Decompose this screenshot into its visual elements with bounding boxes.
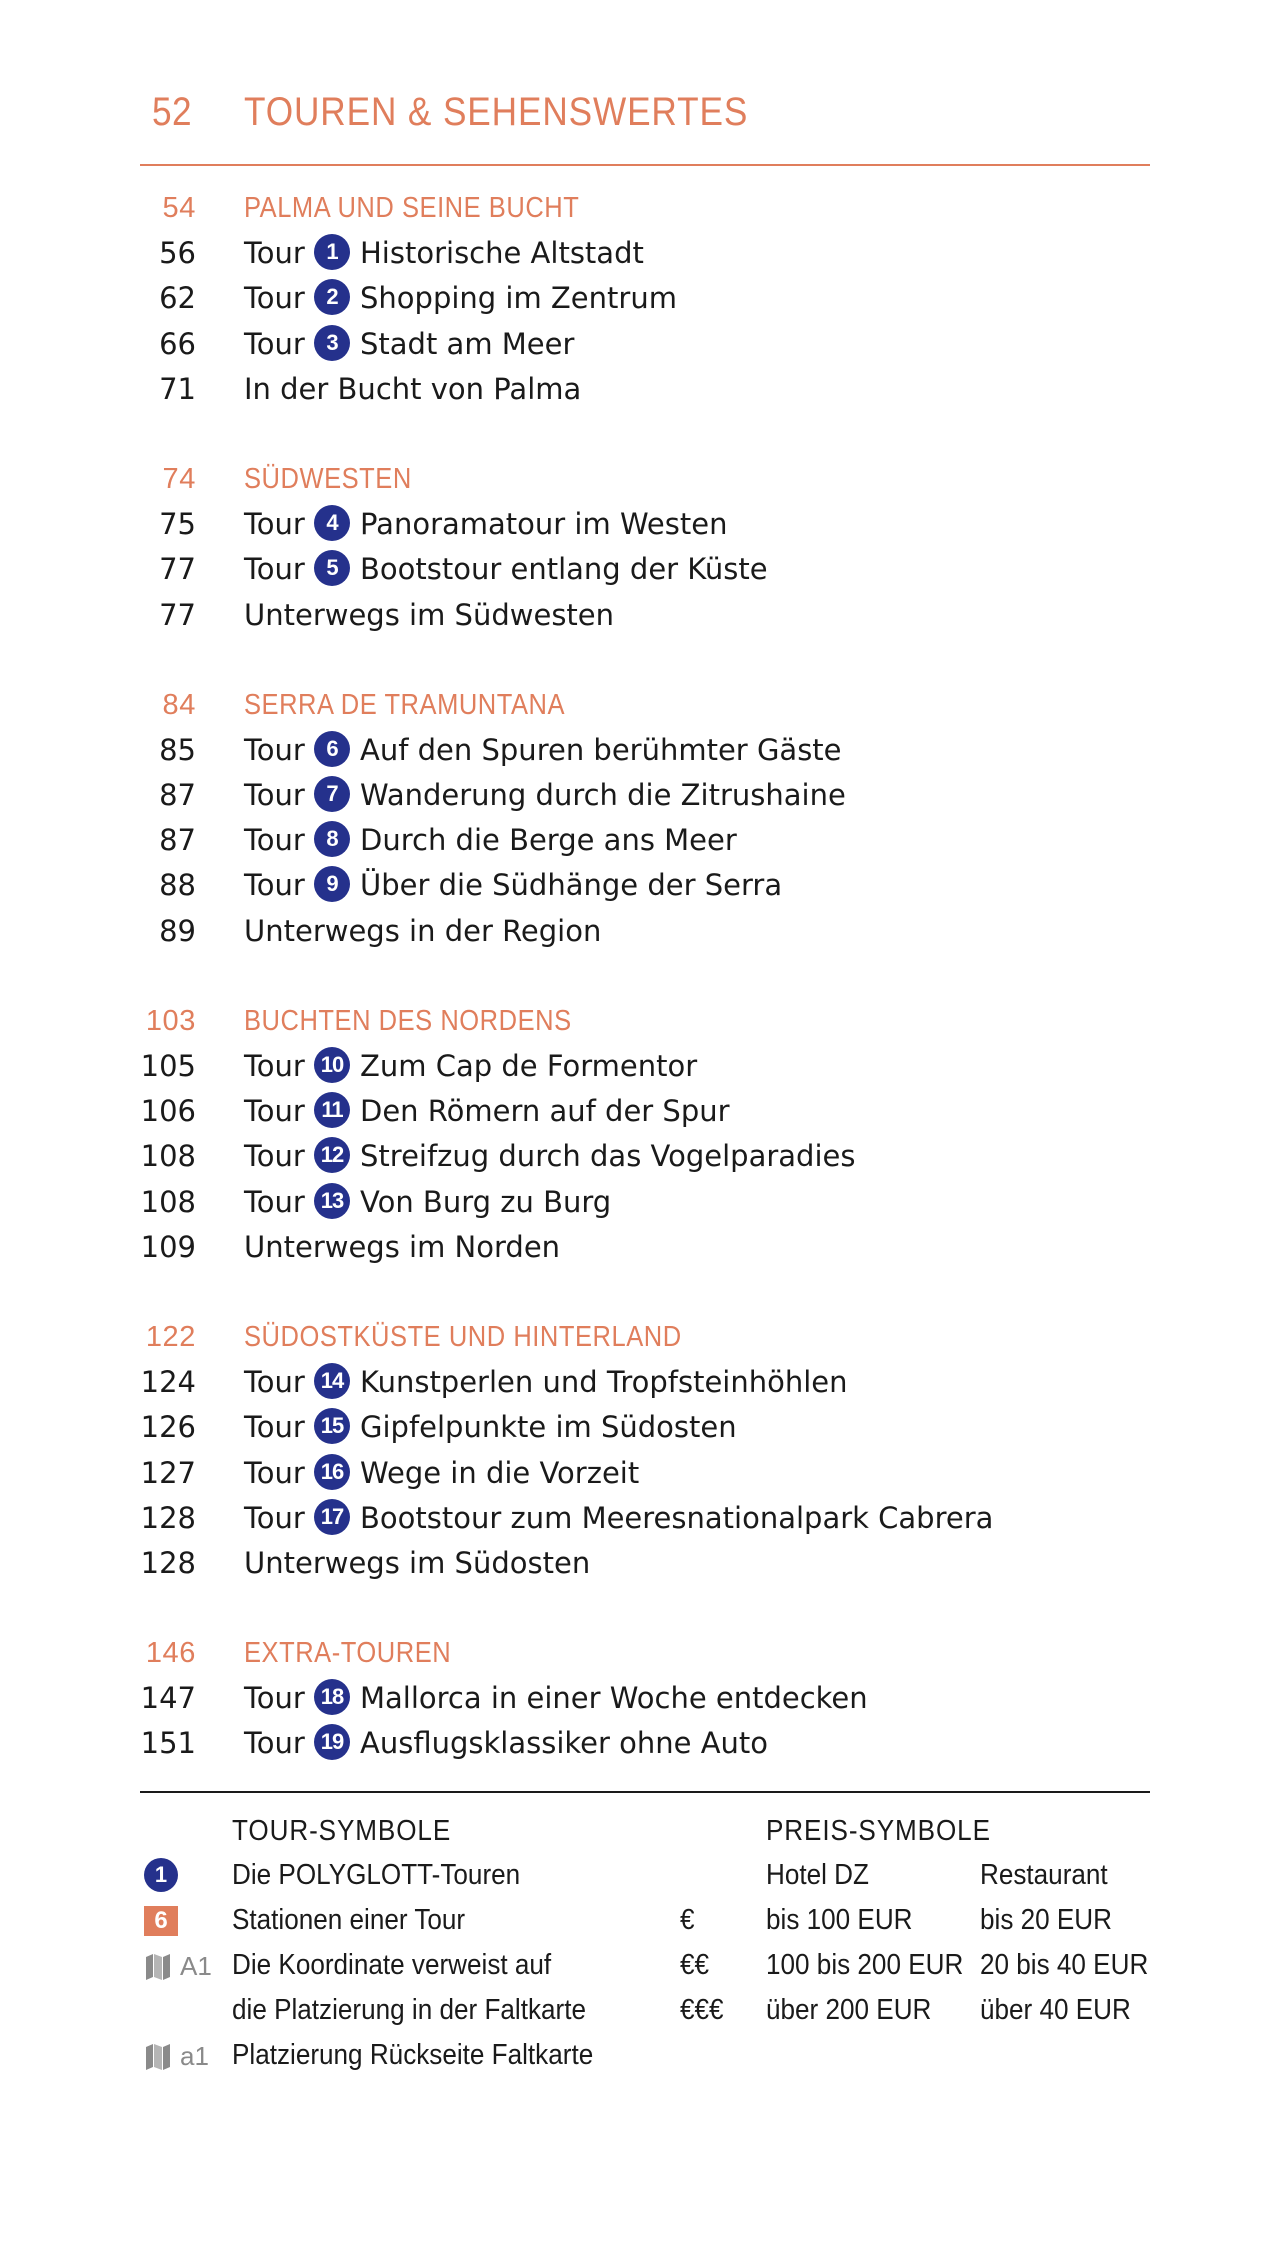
toc-entry	[140, 502, 1150, 547]
tour-label: Tour	[244, 1049, 305, 1083]
entry-text	[244, 593, 614, 638]
toc-entry	[140, 773, 1150, 818]
entry-page-number: 151	[140, 1726, 196, 1761]
entry-title: In der Bucht von Palma	[244, 371, 582, 406]
price-col-hotel: Hotel DZ	[766, 1859, 869, 1891]
tour-label: Tour	[244, 1455, 305, 1490]
entry-text	[244, 1721, 768, 1766]
entry-page-number: 85	[159, 732, 196, 767]
entry-title: Über die Südhänge der Serra	[360, 868, 783, 903]
toc-entry	[140, 322, 1150, 367]
entry-text	[244, 1405, 737, 1450]
entry-page-number: 87	[159, 823, 196, 858]
entry-title: Zum Cap de Formentor	[360, 1049, 698, 1083]
price-restaurant-3: über 40 EUR	[980, 1994, 1131, 2026]
entry-text	[244, 502, 727, 547]
tour-number-badge-icon: 11	[314, 1092, 350, 1128]
entry-title: Historische Altstadt	[360, 236, 644, 271]
entry-page-number: 106	[140, 1094, 196, 1129]
toc-section	[140, 457, 1150, 638]
entry-page-number: 147	[140, 1681, 196, 1716]
toc-entry	[140, 1089, 1150, 1134]
toc-section	[140, 186, 1150, 412]
toc-entry	[140, 231, 1150, 276]
entry-title: Unterwegs in der Region	[244, 913, 602, 948]
tour-label: Tour	[244, 552, 305, 587]
tour-label: Tour	[244, 1500, 305, 1535]
entry-page-number: 66	[159, 326, 196, 361]
section-page-number: 103	[145, 1004, 196, 1037]
entry-text	[244, 322, 574, 367]
entry-page-number: 108	[140, 1139, 196, 1174]
entry-page-number: 124	[140, 1365, 196, 1400]
toc-entry	[140, 1496, 1150, 1541]
section-heading	[140, 1315, 1150, 1360]
entry-page-number: 71	[159, 371, 196, 406]
map-icon	[144, 1953, 172, 1981]
entry-text	[244, 1360, 848, 1405]
toc-entry	[140, 728, 1150, 773]
tour-label: Tour	[244, 1139, 305, 1174]
chapter-page-number: 52	[152, 90, 193, 134]
tour-number-badge-icon: 12	[314, 1137, 350, 1173]
tour-label: Tour	[244, 1184, 305, 1219]
section-title: EXTRA-TOUREN	[244, 1637, 452, 1670]
tour-symbols-heading: TOUR-SYMBOLE	[232, 1815, 452, 1847]
entry-title: Wanderung durch die Zitrushaine	[360, 778, 846, 813]
toc-entry	[140, 367, 1150, 412]
legend-line-placement: die Platzierung in der Faltkarte	[232, 1994, 586, 2026]
section-page-number: 122	[145, 1320, 196, 1353]
tour-label: Tour	[244, 1094, 305, 1129]
section-title: SÜDOSTKÜSTE UND HINTERLAND	[244, 1320, 682, 1353]
entry-title: Mallorca in einer Woche entdecken	[360, 1681, 868, 1716]
price-hotel-3: über 200 EUR	[766, 1994, 932, 2026]
tour-number-badge-icon: 1	[144, 1858, 178, 1892]
entry-page-number: 87	[159, 778, 196, 813]
legend-line-back-placement: Platzierung Rückseite Faltkarte	[232, 2039, 594, 2071]
entry-page-number: 89	[159, 913, 196, 948]
tour-label: Tour	[244, 1726, 305, 1761]
tour-number-badge-icon: 14	[314, 1363, 350, 1399]
entry-text	[244, 818, 737, 863]
map-icon	[144, 2043, 172, 2071]
toc-entry	[140, 547, 1150, 592]
tour-label: Tour	[244, 1681, 305, 1716]
section-heading	[140, 457, 1150, 502]
section-title: PALMA UND SEINE BUCHT	[244, 192, 580, 224]
toc-entry	[140, 818, 1150, 863]
entry-page-number: 108	[140, 1184, 196, 1219]
entry-title: Kunstperlen und Tropfsteinhöhlen	[360, 1365, 848, 1400]
price-symbol-3: €€€	[680, 1994, 724, 2026]
entry-title: Gipfelpunkte im Südosten	[360, 1410, 737, 1445]
toc-entry	[140, 1134, 1150, 1179]
price-restaurant-1: bis 20 EUR	[980, 1904, 1113, 1936]
tour-number-badge-icon: 16	[314, 1454, 350, 1490]
entry-text	[244, 1134, 855, 1179]
chapter-title: TOUREN & SEHENSWERTES	[244, 90, 749, 134]
entry-text	[244, 1089, 730, 1134]
entry-text	[244, 547, 768, 592]
entry-page-number: 127	[140, 1455, 196, 1490]
price-restaurant-2: 20 bis 40 EUR	[980, 1949, 1149, 1981]
entry-title: Auf den Spuren berühmter Gäste	[360, 732, 842, 767]
station-square-icon: 6	[144, 1906, 178, 1936]
coord-label-upper: A1	[180, 1951, 212, 1981]
tour-label: Tour	[244, 823, 305, 858]
entry-title: Unterwegs im Norden	[244, 1229, 561, 1264]
tour-number-badge-icon: 6	[314, 731, 350, 767]
toc-entry	[140, 1180, 1150, 1225]
entry-title: Shopping im Zentrum	[360, 281, 677, 316]
price-symbols-heading: PREIS-SYMBOLE	[766, 1815, 991, 1847]
tour-number-badge-icon: 9	[314, 866, 350, 902]
tour-label: Tour	[244, 507, 305, 542]
toc-entry	[140, 1676, 1150, 1721]
section-title: SÜDWESTEN	[244, 462, 412, 495]
table-of-contents	[140, 186, 1150, 1812]
entry-page-number: 126	[140, 1410, 196, 1445]
entry-title: Streifzug durch das Vogelparadies	[360, 1139, 856, 1174]
entry-text	[244, 1676, 868, 1721]
tour-number-badge-icon: 17	[314, 1499, 350, 1535]
entry-text	[244, 276, 677, 321]
entry-title: Unterwegs im Südosten	[244, 1545, 591, 1580]
section-heading	[140, 186, 1150, 231]
toc-entry	[140, 1721, 1150, 1766]
tour-label: Tour	[244, 732, 305, 767]
entry-page-number: 109	[140, 1229, 196, 1264]
entry-title: Stadt am Meer	[360, 326, 575, 361]
entry-title: Bootstour entlang der Küste	[360, 552, 768, 587]
entry-page-number: 62	[159, 281, 196, 316]
tour-label: Tour	[244, 868, 305, 903]
tour-label: Tour	[244, 281, 305, 316]
price-hotel-1: bis 100 EUR	[766, 1904, 913, 1936]
section-page-number: 84	[162, 688, 196, 721]
toc-entry	[140, 1541, 1150, 1586]
price-hotel-2: 100 bis 200 EUR	[766, 1949, 964, 1981]
entry-text	[244, 1541, 590, 1586]
toc-entry	[140, 1044, 1150, 1089]
entry-title: Panoramatour im Westen	[360, 507, 728, 542]
entry-text	[244, 773, 846, 818]
entry-title: Bootstour zum Meeresnationalpark Cabrera	[360, 1500, 994, 1535]
entry-text	[244, 1451, 639, 1496]
toc-section	[140, 1631, 1150, 1767]
chapter-heading	[140, 90, 1150, 166]
coord-label-lower: a1	[180, 2041, 209, 2071]
entry-page-number: 128	[140, 1545, 196, 1580]
price-symbol-2: €€	[680, 1949, 710, 1981]
toc-entry	[140, 1451, 1150, 1496]
section-page-number: 146	[145, 1637, 196, 1670]
entry-title: Wege in die Vorzeit	[360, 1455, 640, 1490]
tour-label: Tour	[244, 236, 305, 271]
section-title: BUCHTEN DES NORDENS	[244, 1004, 572, 1037]
toc-entry	[140, 863, 1150, 908]
entry-title: Ausflugsklassiker ohne Auto	[360, 1726, 769, 1761]
entry-text	[244, 909, 601, 954]
entry-page-number: 77	[159, 552, 196, 587]
tour-label: Tour	[244, 1365, 305, 1400]
tour-number-badge-icon: 15	[314, 1408, 350, 1444]
entry-title: Unterwegs im Südwesten	[244, 597, 615, 632]
entry-title: Durch die Berge ans Meer	[360, 823, 737, 858]
entry-text	[244, 367, 581, 412]
price-col-restaurant: Restaurant	[980, 1859, 1108, 1891]
entry-page-number: 128	[140, 1500, 196, 1535]
entry-text	[244, 231, 644, 276]
legend-line-tours: Die POLYGLOTT-Touren	[232, 1859, 521, 1891]
tour-number-badge-icon: 19	[314, 1724, 350, 1760]
toc-entry	[140, 1360, 1150, 1405]
section-title: SERRA DE TRAMUNTANA	[244, 688, 566, 721]
toc-entry	[140, 593, 1150, 638]
tour-number-badge-icon: 8	[314, 821, 350, 857]
toc-section	[140, 999, 1150, 1270]
section-heading	[140, 1631, 1150, 1676]
tour-label: Tour	[244, 326, 305, 361]
tour-number-badge-icon: 4	[314, 505, 350, 541]
price-symbol-1: €	[680, 1904, 695, 1936]
entry-title: Den Römern auf der Spur	[360, 1094, 730, 1129]
entry-text	[244, 1496, 993, 1541]
section-heading	[140, 999, 1150, 1044]
section-heading	[140, 683, 1150, 728]
toc-entry	[140, 1225, 1150, 1270]
toc-entry	[140, 1405, 1150, 1450]
legend-line-stations: Stationen einer Tour	[232, 1904, 466, 1936]
tour-number-badge-icon: 7	[314, 776, 350, 812]
tour-number-badge-icon: 5	[314, 550, 350, 586]
entry-text	[244, 863, 782, 908]
tour-number-badge-icon: 2	[314, 279, 350, 315]
entry-page-number: 77	[159, 597, 196, 632]
entry-text	[244, 728, 842, 773]
entry-text	[244, 1044, 697, 1089]
toc-section	[140, 1315, 1150, 1586]
entry-text	[244, 1225, 560, 1270]
tour-number-badge-icon: 18	[314, 1679, 350, 1715]
entry-page-number: 88	[159, 868, 196, 903]
legend-line-coordinate: Die Koordinate verweist auf	[232, 1949, 552, 1981]
entry-text	[244, 1180, 611, 1225]
entry-page-number: 105	[140, 1049, 196, 1083]
section-page-number: 74	[162, 462, 196, 495]
legend	[140, 1791, 1150, 2091]
tour-number-badge-icon: 3	[314, 325, 350, 361]
tour-number-badge-icon: 1	[314, 234, 350, 270]
tour-number-badge-icon: 13	[314, 1183, 350, 1219]
toc-entry	[140, 276, 1150, 321]
entry-page-number: 75	[159, 507, 196, 542]
entry-title: Von Burg zu Burg	[360, 1184, 612, 1219]
tour-label: Tour	[244, 1410, 305, 1445]
entry-page-number: 56	[159, 236, 196, 271]
section-page-number: 54	[162, 192, 196, 224]
tour-number-badge-icon: 10	[314, 1047, 350, 1083]
tour-label: Tour	[244, 778, 305, 813]
toc-entry	[140, 909, 1150, 954]
toc-section	[140, 683, 1150, 954]
